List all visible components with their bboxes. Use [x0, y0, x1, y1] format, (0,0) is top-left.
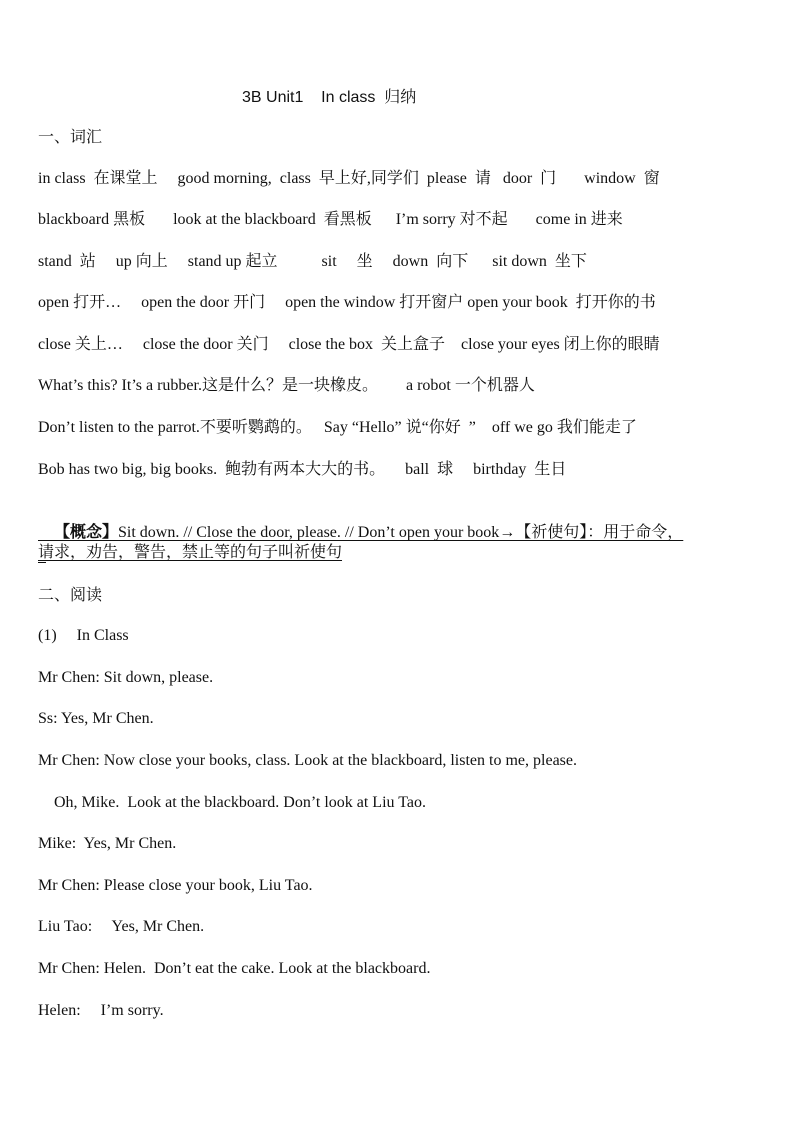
concept-line-continued: 请求，劝告，警告，禁止等的句子叫祈使句	[38, 544, 343, 561]
dialogue-line: Liu Tao: Yes, Mr Chen.	[38, 918, 205, 935]
document-title: 3B Unit1 In class 归纳	[242, 89, 417, 106]
vocab-line: What’s this? It’s a rubber.这是什么？是一块橡皮。 a robot 一个机器人	[38, 377, 535, 394]
section-heading-reading: 二、阅读	[38, 585, 103, 604]
dialogue-line: Ss: Yes, Mr Chen.	[38, 710, 154, 727]
concept-text: Sit down. // Close the door, please. // Don’t open your book→【祈使句】：用于命令，	[118, 524, 684, 541]
vocab-line: close 关上… close the door 关门 close the box 关上盒子 close your eyes 闭上你的眼睛	[38, 336, 660, 353]
vocab-line: blackboard 黑板 look at the blackboard 看黑板 I’m sorry 对不起 come in 进来	[38, 211, 623, 228]
dialogue-line: Mike: Yes, Mr Chen.	[38, 835, 177, 852]
vocab-line: open 打开… open the door 开门 open the window 打开窗户 open your book 打开你的书	[38, 294, 656, 311]
vocab-line: stand 站 up 向上 stand up 起立 sit 坐 down 向下 sit down 坐下	[38, 253, 587, 270]
concept-label: 【概念】	[54, 524, 119, 541]
dialogue-line: Helen: I’m sorry.	[38, 1002, 164, 1019]
section-heading-vocabulary: 一、词汇	[38, 127, 103, 146]
dialogue-line: Mr Chen: Please close your book, Liu Tao.	[38, 877, 313, 894]
passage-title: (1) In Class	[38, 627, 129, 644]
dialogue-line: Mr Chen: Helen. Don’t eat the cake. Look at the blackboard.	[38, 960, 431, 977]
vocab-line: Don’t listen to the parrot.不要听鹦鹉的。 Say “Hello” 说“你好 ” off we go 我们能走了	[38, 419, 637, 436]
dialogue-line: Mr Chen: Now close your books, class. Look at the blackboard, listen to me, please.	[38, 752, 577, 769]
dialogue-line: Mr Chen: Sit down, please.	[38, 669, 214, 686]
dialogue-line: Oh, Mike. Look at the blackboard. Don’t look at Liu Tao.	[38, 794, 426, 811]
vocab-line: in class 在课堂上 good morning, class 早上好,同学们 please 请 door 门 window 窗	[38, 170, 660, 187]
vocab-line: Bob has two big, big books. 鲍勃有两本大大的书。 ball 球 birthday 生日	[38, 461, 567, 478]
